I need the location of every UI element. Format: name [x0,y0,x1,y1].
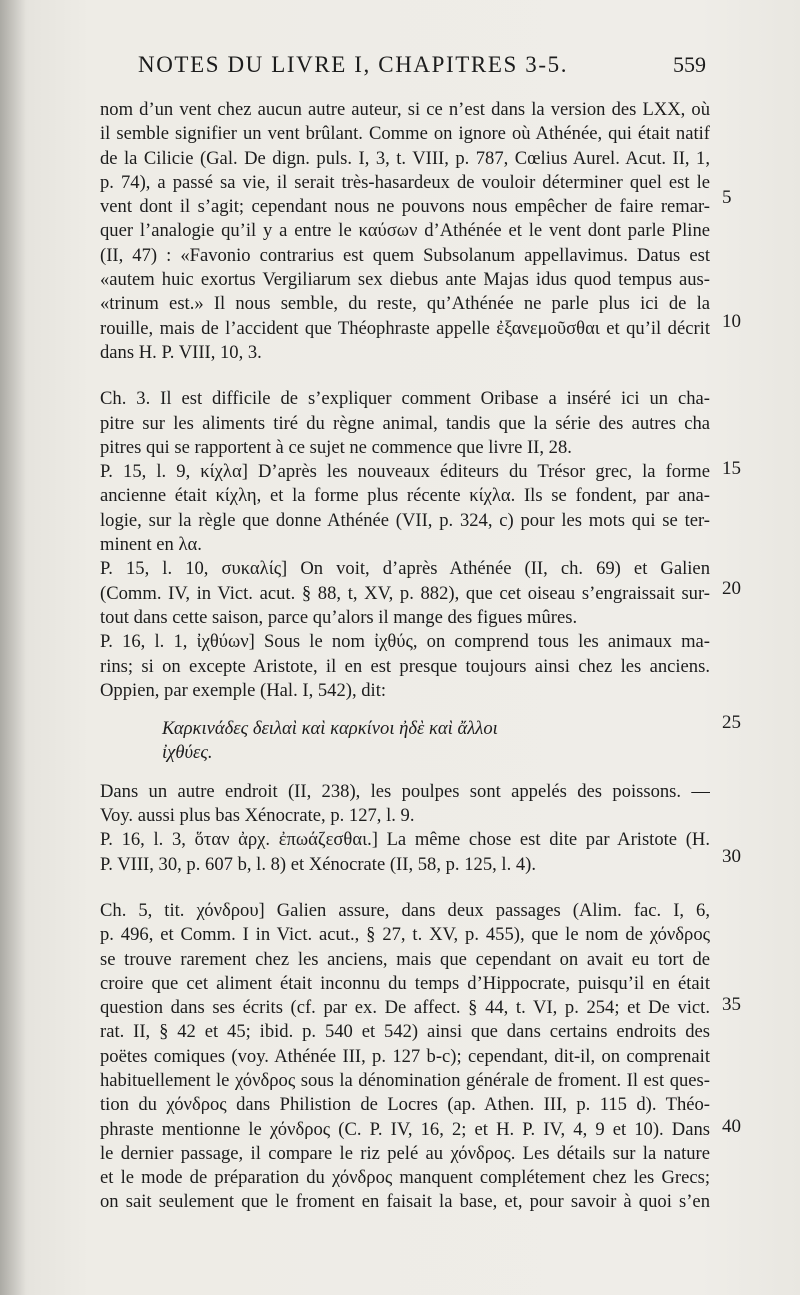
margin-line-number: 40 [722,1116,741,1137]
text-line: habituellement le χόνδρος sous la dénomination générale de froment. Il est ques- [100,1069,710,1091]
text-line: Oppien, par exemple (Hal. I, 542), dit: [100,679,387,701]
margin-line-number: 15 [722,458,741,479]
margin-line-number: 25 [722,712,741,733]
text-line: tout dans cette saison, parce qu’alors il mange des figues mûres. [100,606,578,628]
section-gap [100,877,710,899]
text-line: P. 16, l. 3, ὅταν ἀρχ. ἐπωάζεσθαι.] La même chose est dite par Aristote (H. [100,829,710,851]
text-line: le dernier passage, il compare le riz pelé au χόνδρος. Les détails sur la nature [100,1142,710,1164]
text-line: (Comm. IV, in Vict. acut. § 88, t, XV, p. 882), que cet oiseau s’engraissait sur- [100,582,710,604]
text-line: tion du χόνδρος dans Philistion de Locres (ap. Athen. III, p. 115 d). Théo- [100,1094,710,1116]
text-line: Ch. 3. Il est difficile de s’expliquer comment Oribase a inséré ici un cha- [100,388,710,410]
text-line: minent en λα. [100,534,202,556]
text-line: quer l’analogie qu’il y a entre le καύσων d’Athénée et le vent dont parle Pline [100,220,710,242]
running-title: NOTES DU LIVRE I, CHAPITRES 3-5. [138,52,569,77]
page-number: 559 [673,52,706,77]
text-line: rins; si on excepte Aristote, il en est presque toujours ainsi chez les anciens. [100,655,710,677]
text-line: phraste mentionne le χόνδρος (C. P. IV, 16, 2; et H. P. IV, 4, 9 et 10). Dans [100,1118,710,1140]
text-line: (II, 47) : «Favonio contrarius est quem Subsolanum appellavimus. Datus est [100,244,710,266]
margin-line-number: 5 [722,187,732,208]
text-line: et le mode de préparation du χόνδρος manquent complétement chez les Grecs; [100,1167,710,1189]
text-line: se trouve rarement chez les anciens, mais que cependant on avait eu tort de [100,948,710,970]
section-gap [100,365,710,387]
text-line: Dans un autre endroit (II, 238), les poulpes sont appelés des poissons. — [100,780,710,802]
text-line: p. 74), a passé sa vie, il serait très-hasardeux de vouloir déterminer quel est le [100,171,710,193]
text-line: dans H. P. VIII, 10, 3. [100,341,262,363]
text-line: poëtes comiques (voy. Athénée III, p. 127 b-c); cependant, dit-il, on comprenait [100,1045,710,1067]
text-line: pitres qui se rapportent à ce sujet ne commence que livre II, 28. [100,436,572,458]
text-line: p. 496, et Comm. I in Vict. acut., § 27, t. XV, p. 455), que le nom de χόνδρος [100,924,710,946]
page-header [100,50,710,84]
text-line: pitre sur les aliments tiré du règne animal, tandis que la série des autres cha [100,412,710,434]
text-line: vent dont il s’agit; cependant nous ne pouvons nous empêcher de faire remar- [100,196,710,218]
text-line: P. 15, l. 10, συκαλίς] On voit, d’après Athénée (II, ch. 69) et Galien [100,558,710,580]
text-line: Voy. aussi plus bas Xénocrate, p. 127, l. 9. [100,805,415,827]
margin-line-number: 20 [722,578,741,599]
text-line: Ch. 5, tit. χόνδρου] Galien assure, dans deux passages (Alim. fac. I, 6, [100,899,710,921]
text-line: P. 15, l. 9, κίχλα] D’après les nouveaux éditeurs du Trésor grec, la forme [100,461,710,483]
text-line: «trinum est.» Il nous semble, du reste, qu’Athénée ne parle plus ici de la [100,293,710,315]
text-line: on sait seulement que le froment en faisait la base, et, pour savoir à quoi s’en [100,1191,710,1213]
text-line: de la Cilicie (Gal. De dign. puls. I, 3, t. VIII, p. 787, Cœlius Aurel. Acut. II, 1, [100,147,710,169]
greek-quote-line: Καρκινάδες δειλαὶ καὶ καρκίνοι ἠδὲ καὶ ἄλλοι [162,718,498,740]
text-line: rouille, mais de l’accident que Théophraste appelle ἐξανεμοῦσθαι et qu’il décrit [100,317,710,339]
text-line: rat. II, § 42 et 45; ibid. p. 540 et 542) ainsi que dans certains endroits des [100,1021,710,1043]
text-line: P. VIII, 30, p. 607 b, l. 8) et Xénocrate (II, 58, p. 125, l. 4). [100,853,537,875]
margin-line-number: 35 [722,994,741,1015]
text-line: logie, sur la règle que donne Athénée (VII, p. 324, c) pour les mots qui se ter- [100,509,710,531]
margin-line-number: 30 [722,846,741,867]
quote-gap [100,703,710,717]
binding-shadow [0,0,26,1295]
text-line: «autem huic exortus Vergiliarum sex diebus ante Majas idus quod tempus aus- [100,269,710,291]
margin-line-number: 10 [722,311,741,332]
greek-quote-line: ἰχθύες. [162,742,213,764]
text-line: ancienne était κίχλη, et la forme plus récente κίχλα. Ils se fondent, par ana- [100,485,710,507]
quote-gap [100,766,710,780]
text-line: il semble signifier un vent brûlant. Comme on ignore où Athénée, qui était natif [100,123,710,145]
notes-text [100,98,710,1215]
text-line: P. 16, l. 1, ἰχθύων] Sous le nom ἰχθύς, on comprend tous les animaux ma- [100,631,710,653]
text-line: croire que cet aliment était inconnu du temps d’Hippocrate, puisqu’il en était [100,972,710,994]
text-line: question dans ses écrits (cf. par ex. De affect. § 44, t. VI, p. 254; et De vict. [100,997,710,1019]
text-line: nom d’un vent chez aucun autre auteur, si ce n’est dans la version des LXX, où [100,99,710,120]
